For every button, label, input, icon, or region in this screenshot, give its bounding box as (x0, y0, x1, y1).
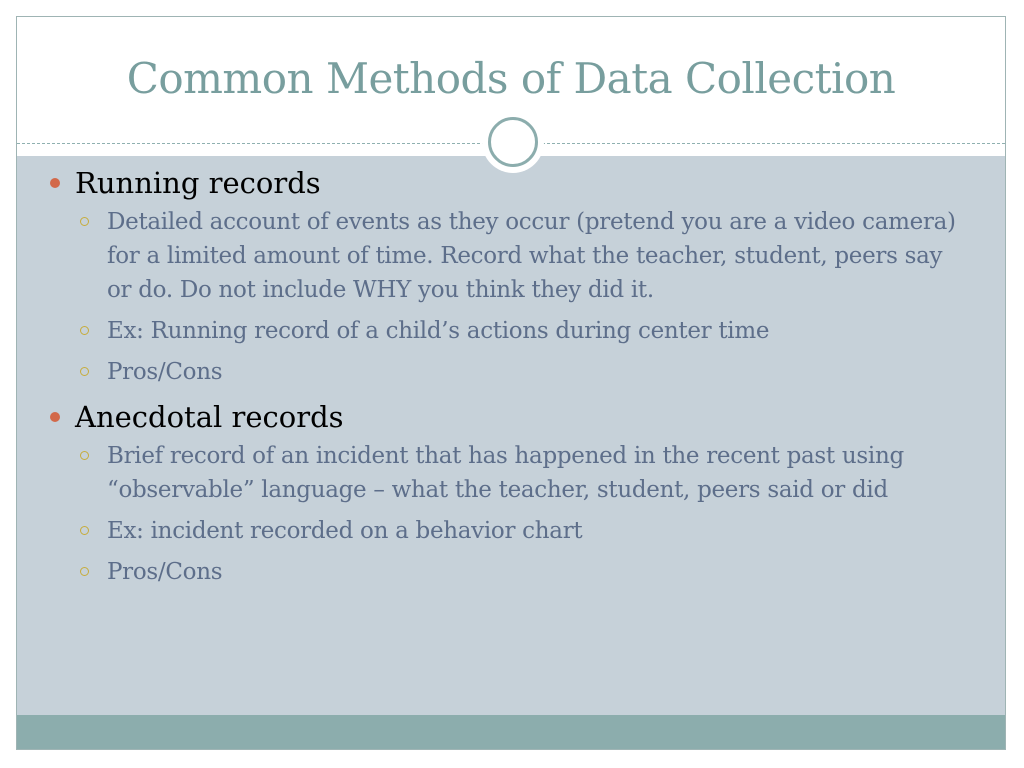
list-item-text: Ex: incident recorded on a behavior chart (107, 518, 583, 544)
list-item-text: Ex: Running record of a child’s actions during center time (107, 318, 770, 344)
sub-bullet-list (75, 439, 985, 589)
slide (16, 16, 1006, 750)
section-running-records (17, 165, 1005, 389)
section-anecdotal-records (17, 399, 1005, 589)
hollow-circle-icon (80, 451, 89, 460)
footer-bar (17, 715, 1005, 750)
list-item (75, 439, 985, 507)
bullet-list (17, 165, 1005, 599)
hollow-circle-icon (80, 326, 89, 335)
sub-bullet-list (75, 205, 985, 389)
list-item-text: Pros/Cons (107, 359, 223, 385)
list-item (75, 205, 985, 307)
hollow-circle-icon (80, 217, 89, 226)
list-item-text: Brief record of an incident that has happened in the recent past using “observable” language – what the teacher, student, peers said or did (107, 443, 904, 503)
hollow-circle-icon (80, 367, 89, 376)
list-item (75, 555, 985, 589)
double-ring-ornament-icon (482, 111, 544, 173)
hollow-circle-icon (80, 567, 89, 576)
hollow-circle-icon (80, 526, 89, 535)
ornament-ring (488, 117, 538, 167)
list-item (75, 314, 985, 348)
list-item-text: Detailed account of events as they occur (pretend you are a video camera) for a limited amount of time. Record what the teacher, student, peers say or do. Do not include WHY you think they did it. (107, 209, 956, 303)
section-heading: Anecdotal records (75, 400, 344, 434)
filled-circle-icon (50, 178, 60, 188)
list-item (75, 355, 985, 389)
list-item (75, 514, 985, 548)
slide-title: Common Methods of Data Collection (126, 54, 896, 103)
section-heading: Running records (75, 166, 321, 200)
filled-circle-icon (50, 412, 60, 422)
list-item-text: Pros/Cons (107, 559, 223, 585)
